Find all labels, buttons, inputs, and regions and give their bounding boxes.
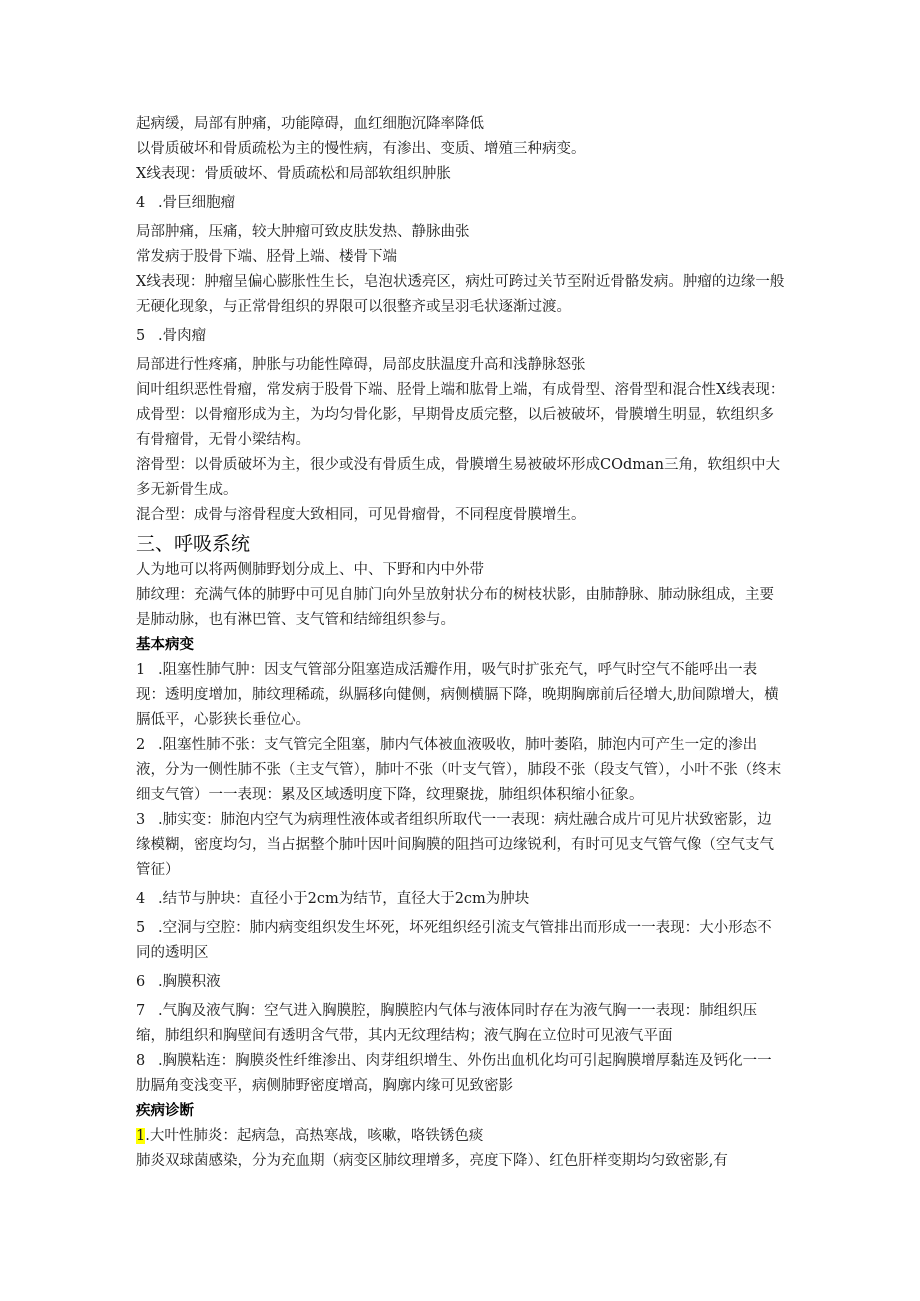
- list-item: 2 .阻塞性肺不张：支气管完全阻塞，肺内气体被血液吸收，肺叶萎陷，肺泡内可产生一定的渗出液，分为一侧性肺不张（主支气管），肺叶不张（叶支气管），肺段不张（段支气管），小叶不张（终末细支气管）一一表现：累及区域透明度下降，纹理聚拢，肺组织体积缩小征象。: [136, 733, 786, 808]
- item-number: 1: [136, 662, 146, 678]
- item-number: 4: [136, 195, 146, 211]
- item-number: 8: [136, 1053, 146, 1069]
- list-item: 7 .气胸及液气胸：空气进入胸膜腔，胸膜腔内气体与液体同时存在为液气胸一一表现：肺组织压缩，肺组织和胸壁间有透明含气带，其内无纹理结构；液气胸在立位时可见液气平面: [136, 999, 786, 1049]
- subsection-heading: [136, 324, 786, 349]
- list-item: 3 .肺实变：肺泡内空气为病理性液体或者组织所取代一一表现：病灶融合成片可见片状致密影，边缘模糊，密度均匀，当占据整个肺叶因叶间胸膜的阻挡可边缘锐利，有时可见支气管气像（空气支气管征）: [136, 808, 786, 883]
- text-paragraph: X线表现：肿瘤呈偏心膨胀性生长，皂泡状透亮区，病灶可跨过关节至附近骨骼发病。肿瘤的边缘一般无硬化现象，与正常骨组织的界限可以很整齐或呈羽毛状逐渐过渡。: [136, 274, 785, 315]
- text-paragraph: 成骨型：以骨瘤形成为主，为均匀骨化影，早期骨皮质完整，以后被破坏，骨膜增生明显，软组织多有骨瘤骨，无骨小梁结构。: [136, 407, 774, 448]
- item-number: 4: [136, 891, 146, 907]
- text-line: X线表现：骨质破坏、骨质疏松和局部软组织肿胀: [136, 166, 451, 182]
- list-item: 5 .空洞与空腔：肺内病变组织发生坏死，坏死组织经引流支气管排出而形成一一表现：大小形态不同的透明区: [136, 916, 786, 966]
- text-paragraph: 肺纹理：充满气体的肺野中可见自肺门向外呈放射状分布的树枝状影，由肺静脉、肺动脉组成，主要是肺动脉，也有淋巴管、支气管和结缔组织参与。: [136, 587, 774, 628]
- item-number: 5: [136, 920, 146, 936]
- item-number: 3: [136, 812, 146, 828]
- text-line: 局部进行性疼痛，肿胀与功能性障碍，局部皮肤温度升高和浅静脉怒张: [136, 357, 586, 373]
- list-item: 4 .结节与肿块：直径小于2cm为结节，直径大于2cm为肿块: [136, 887, 786, 912]
- text-line: 人为地可以将两侧肺野划分成上、中、下野和内中外带: [136, 562, 484, 578]
- text-line: 以骨质破坏和骨质疏松为主的慢性病，有渗出、变质、增殖三种病变。: [136, 141, 586, 157]
- section-title: 三、呼吸系统: [136, 533, 251, 555]
- text-line: 肺炎双球菌感染，分为充血期（病变区肺纹理增多，亮度下降）、红色肝样变期均匀致密影,有: [136, 1153, 728, 1169]
- item-number: 6: [136, 974, 146, 990]
- text-paragraph: 间叶组织恶性骨瘤，常发病于股骨下端、胫骨上端和肱骨上端，有成骨型、溶骨型和混合性X线表现：: [136, 382, 785, 398]
- subsection-heading: [136, 191, 786, 216]
- text-line: 局部肿痛，压痛，较大肿瘤可致皮肤发热、静脉曲张: [136, 224, 470, 240]
- list-item: 8 .胸膜粘连：胸膜炎性纤维渗出、肉芽组织增生、外伤出血机化均可引起胸膜增厚黏连及钙化一一肋膈角变浅变平，病侧肺野密度增高，胸廓内缘可见致密影: [136, 1049, 786, 1099]
- subsection-title: 基本病变: [136, 637, 194, 653]
- subsection-title: 疾病诊断: [136, 1103, 194, 1119]
- highlighted-number: 1: [136, 1128, 146, 1144]
- text-paragraph: 溶骨型：以骨质破坏为主，很少或没有骨质生成，骨膜增生易被破坏形成COdman三角，软组织中大多无新骨生成。: [136, 457, 780, 498]
- list-item: 1 .阻塞性肺气肿：因支气管部分阻塞造成活瓣作用，吸气时扩张充气，呼气时空气不能呼出一表现：透明度增加，肺纹理稀疏，纵膈移向健侧，病侧横膈下降，晚期胸廓前后径增大,肋间隙增大，横膈低平，心影狭长垂位心。: [136, 658, 786, 733]
- list-item: 6 .胸膜积液: [136, 970, 786, 995]
- item-title: .骨肉瘤: [158, 328, 207, 344]
- item-title: .骨巨细胞瘤: [158, 195, 236, 211]
- text-line: 混合型：成骨与溶骨程度大致相同，可见骨瘤骨，不同程度骨膜增生。: [136, 507, 586, 523]
- text-line: 常发病于股骨下端、胫骨上端、楼骨下端: [136, 249, 397, 265]
- document-body: [136, 112, 786, 1174]
- list-item: 1.大叶性肺炎：起病急，高热寒战，咳嗽，咯铁锈色痰: [136, 1128, 484, 1144]
- item-number: 2: [136, 737, 146, 753]
- item-number: 5: [136, 328, 146, 344]
- text-line: 起病缓，局部有肿痛，功能障碍，血红细胞沉降率降低: [136, 116, 484, 132]
- item-number: 7: [136, 1003, 146, 1019]
